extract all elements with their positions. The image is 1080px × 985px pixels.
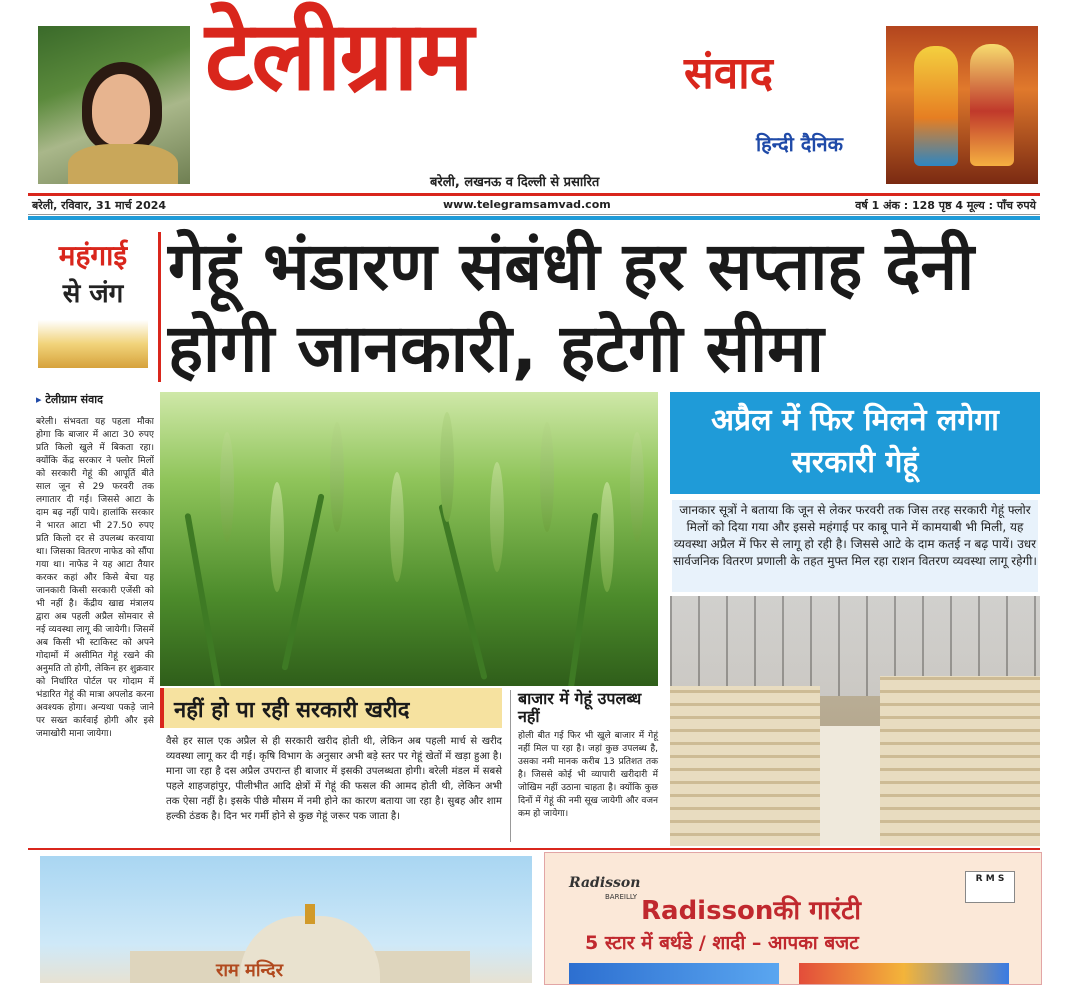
story4-headline-box <box>670 392 1040 494</box>
ad-image <box>799 963 1009 985</box>
divider <box>158 232 161 382</box>
wheat-photo <box>160 392 658 686</box>
section-tag-line1: महंगाई <box>58 239 128 272</box>
ad-guarantee: Radissonकी गारंटी <box>641 896 862 926</box>
radisson-ad[interactable] <box>544 852 1042 985</box>
issue-info: वर्ष 1 अंक : 128 पृष्ठ 4 मूल्य : पाँच रुपये <box>855 199 1036 212</box>
divider <box>28 216 1040 220</box>
story2-headline[interactable]: नहीं हो पा रही सरकारी खरीद <box>174 698 410 723</box>
deity-photo <box>886 26 1038 184</box>
lead-body: बरेली। संभवता यह पहला मौका होगा कि बाजार में आटा 30 रुपए प्रति किलो खुले में बिकता रहा। क्योंकि केंद्र सरकार ने फ्लोर मिलों को सरकारी गेहूं की आपूर्ति बीते साल जून से 29 फरवरी तक लगातार दी गई। जिससे आटा के दाम बढ़ नहीं पाये। हालांकि सरकार ने भारत आटा भी 27.50 रुपए प्रति किलो दर से उपलब्ध करवाया था। जिसका वितरण नाफेड को सौंपा गया था। नाफेड ने यह आटा तैयार करकर कहां और किसे बेचा यह जानकारी किसी सरकारी एजेंसी को भी नहीं है। केंद्रीय खाद्य मंत्रालय द्वारा अब पहली अप्रैल सोमवार से नई व्यवस्था लागू की जायेगी। जिसमें अब किसी भी स्टाकिस्ट को अपने गोदामों में असीमित गेहूं रखने की अनुमति तो होगी, लेकिन हर शुक्रवार को निर्धारित पोर्टल पर गोदाम में भंडारित गेहूं की मात्रा अपलोड करना अवश्यक होगा। अन्यथा पकड़े जाने पर सख्त कार्रवाई होगी और इसे जमाखोरी माना जायेगा। <box>36 417 154 739</box>
website-link[interactable]: www.telegramsamvad.com <box>443 198 611 211</box>
ad-location: BAREILLY <box>605 893 638 901</box>
section-tag <box>34 230 152 385</box>
lead-headline[interactable]: गेहूं भंडारण संबंधी हर सप्ताह देनी होगी जानकारी, हटेगी सीमा <box>168 228 975 387</box>
divider <box>28 848 1040 850</box>
published-from: बरेली, लखनऊ व दिल्ली से प्रसारित <box>430 175 600 190</box>
temple-caption: राम मन्दिर <box>216 960 283 981</box>
divider <box>510 690 511 842</box>
temple-photo <box>40 856 532 983</box>
ad-image <box>569 963 779 985</box>
wheat-illustration <box>38 320 148 368</box>
reporter-photo <box>38 26 190 184</box>
edition-date: बरेली, रविवार, 31 मार्च 2024 <box>32 199 167 212</box>
masthead-samvad: संवाद <box>684 48 773 99</box>
story3-headline[interactable]: बाजार में गेहूं उपलब्ध नहीं <box>518 689 642 726</box>
masthead-title[interactable]: टेलीग्राम <box>205 0 472 112</box>
section-tag-line2: से जंग <box>62 279 124 309</box>
story2-headline-box <box>160 688 502 728</box>
warehouse-photo <box>670 596 1040 846</box>
radisson-logo: Radisson <box>569 875 641 891</box>
story4-headline[interactable]: अप्रैल में फिर मिलने लगेगा सरकारी गेहूं <box>711 403 999 480</box>
rms-logo: R M S <box>965 871 1015 903</box>
ad-tagline: 5 स्टार में बर्थडे / शादी – आपका बजट <box>585 932 859 954</box>
dateline-bar <box>28 193 1040 215</box>
byline: ▸ टेलीग्राम संवाद <box>36 392 103 407</box>
masthead-subtitle: हिन्दी दैनिक <box>756 132 844 156</box>
story4-body: जानकार सूत्रों ने बताया कि जून से लेकर फरवरी तक जिस तरह सरकारी गेहूं फ्लोर मिलों को दिया गया और इससे महंगाई पर काबू पाने में कामयाबी भी मिली, यह व्यवस्था अप्रैल में फिर से लागू हो रही है। जिससे आटे के दाम कतई न बढ़ पायें। उधर सार्वजनिक वितरण प्रणाली के तहत मुफ्त मिल रहा राशन वितरण व्यवस्था लागू रहेगी। <box>672 500 1038 592</box>
story3-body: होली बीत गई फिर भी खुले बाजार में गेहूं नहीं मिल पा रहा है। जहां कुछ उपलब्ध है, उसका नमी मानक करीब 13 प्रतिशत तक है। जिससे कोई भी व्यापारी खरीदारी में जोखिम नहीं उठाना चाहता है। क्योंकि कुछ दिनों में गेहूं की नमी सूख जायेगी और वजन कम हो जायेगा। <box>518 731 658 819</box>
story2-body: वैसे हर साल एक अप्रैल से ही सरकारी खरीद होती थी, लेकिन अब पहली मार्च से खरीद व्यवस्था लागू कर दी गई। कृषि विभाग के अनुसार अभी बड़े स्तर पर गेहूं खेतों में खड़ा हुआ है। माना जा रहा है दस अप्रैल उपरान्त ही बाजार में इसकी उपलब्धता होगी। बरेली मंडल में सबसे पहले शाहजहांपुर, पीलीभीत आदि क्षेत्रों में गेहूं की फसल की आमद होती थी, लेकिन अभी तक ऐसा नहीं है। इसके पीछे मौसम में नमी होने का कारण बताया जा रहा है। सुबह और शाम हल्की ठंडक है। दिन भर गर्मी होने से कुछ गेहूं जरूर पक जाता है। <box>166 736 502 822</box>
